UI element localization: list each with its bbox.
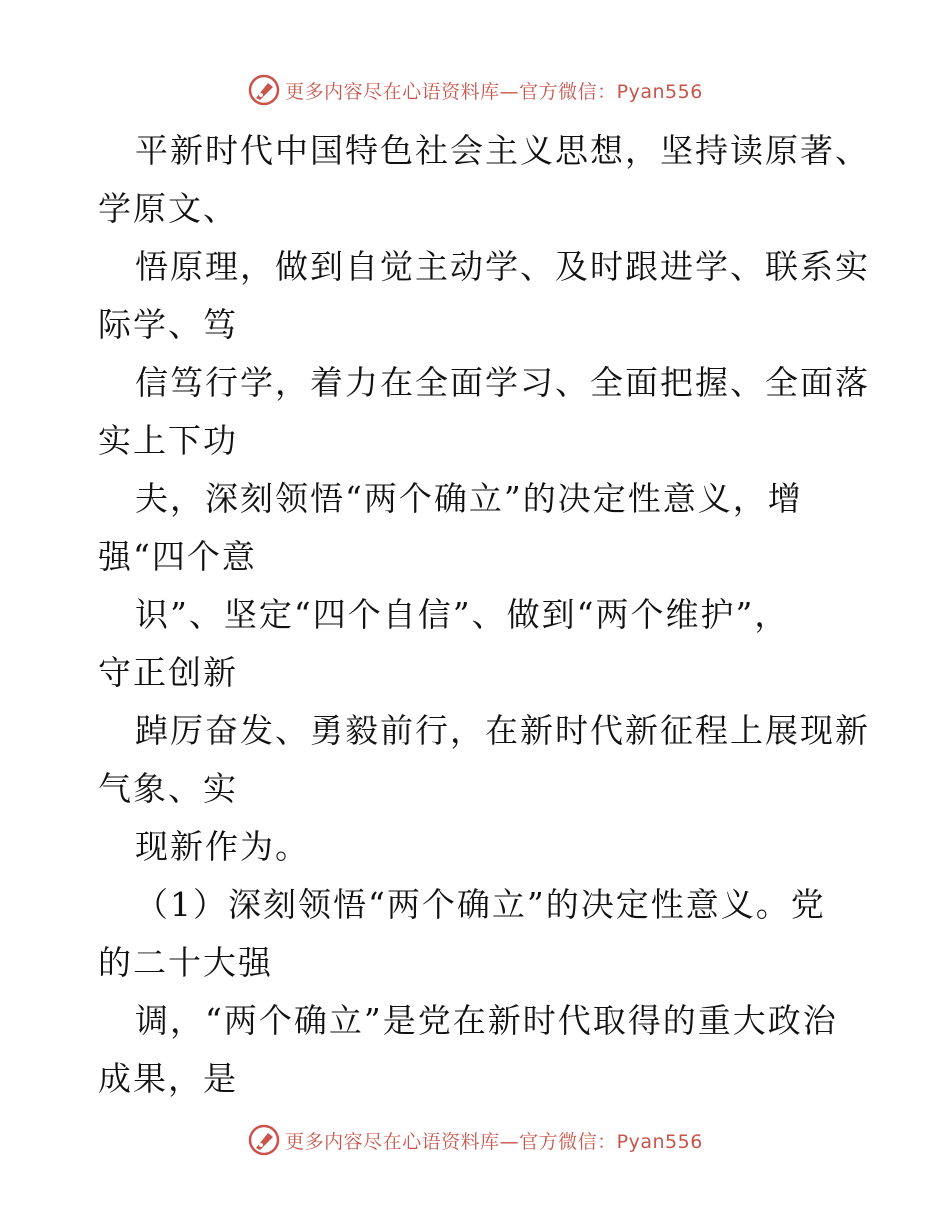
text-line: 信笃行学，着力在全面学习、全面把握、全面落	[135, 363, 870, 402]
text-line: 强“四个意	[98, 537, 257, 576]
text-line: 学原文、	[98, 189, 238, 228]
header-banner-text: 更多内容尽在心语资料库—官方微信：Pyan556	[285, 80, 703, 103]
text-line: 成果，是	[98, 1059, 238, 1098]
pen-nib-logo-icon	[247, 73, 281, 107]
text-line: 气象、实	[98, 769, 238, 808]
text-line: 际学、笃	[98, 305, 238, 344]
text-line: 的二十大强	[98, 943, 273, 982]
footer-banner-text: 更多内容尽在心语资料库—官方微信：Pyan556	[285, 1130, 703, 1153]
header-watermark-banner	[0, 70, 950, 110]
text-line: （1）深刻领悟“两个确立”的决定性意义。党	[135, 885, 826, 924]
text-line: 踔厉奋发、勇毅前行，在新时代新征程上展现新	[135, 711, 870, 750]
text-line: 实上下功	[98, 421, 238, 460]
text-line: 夫，深刻领悟“两个确立”的决定性意义，增	[135, 479, 803, 518]
pen-nib-logo-icon	[247, 1123, 281, 1157]
footer-watermark-banner	[0, 1120, 950, 1160]
text-line: 悟原理，做到自觉主动学、及时跟进学、联系实	[135, 247, 870, 286]
text-line: 识”、坚定“四个自信”、做到“两个维护”，	[135, 595, 790, 634]
text-line: 平新时代中国特色社会主义思想，坚持读原著、	[135, 131, 870, 170]
text-line: 现新作为。	[135, 827, 310, 866]
text-line: 调，“两个确立”是党在新时代取得的重大政治	[135, 1001, 838, 1040]
text-line: 守正创新	[98, 653, 238, 692]
